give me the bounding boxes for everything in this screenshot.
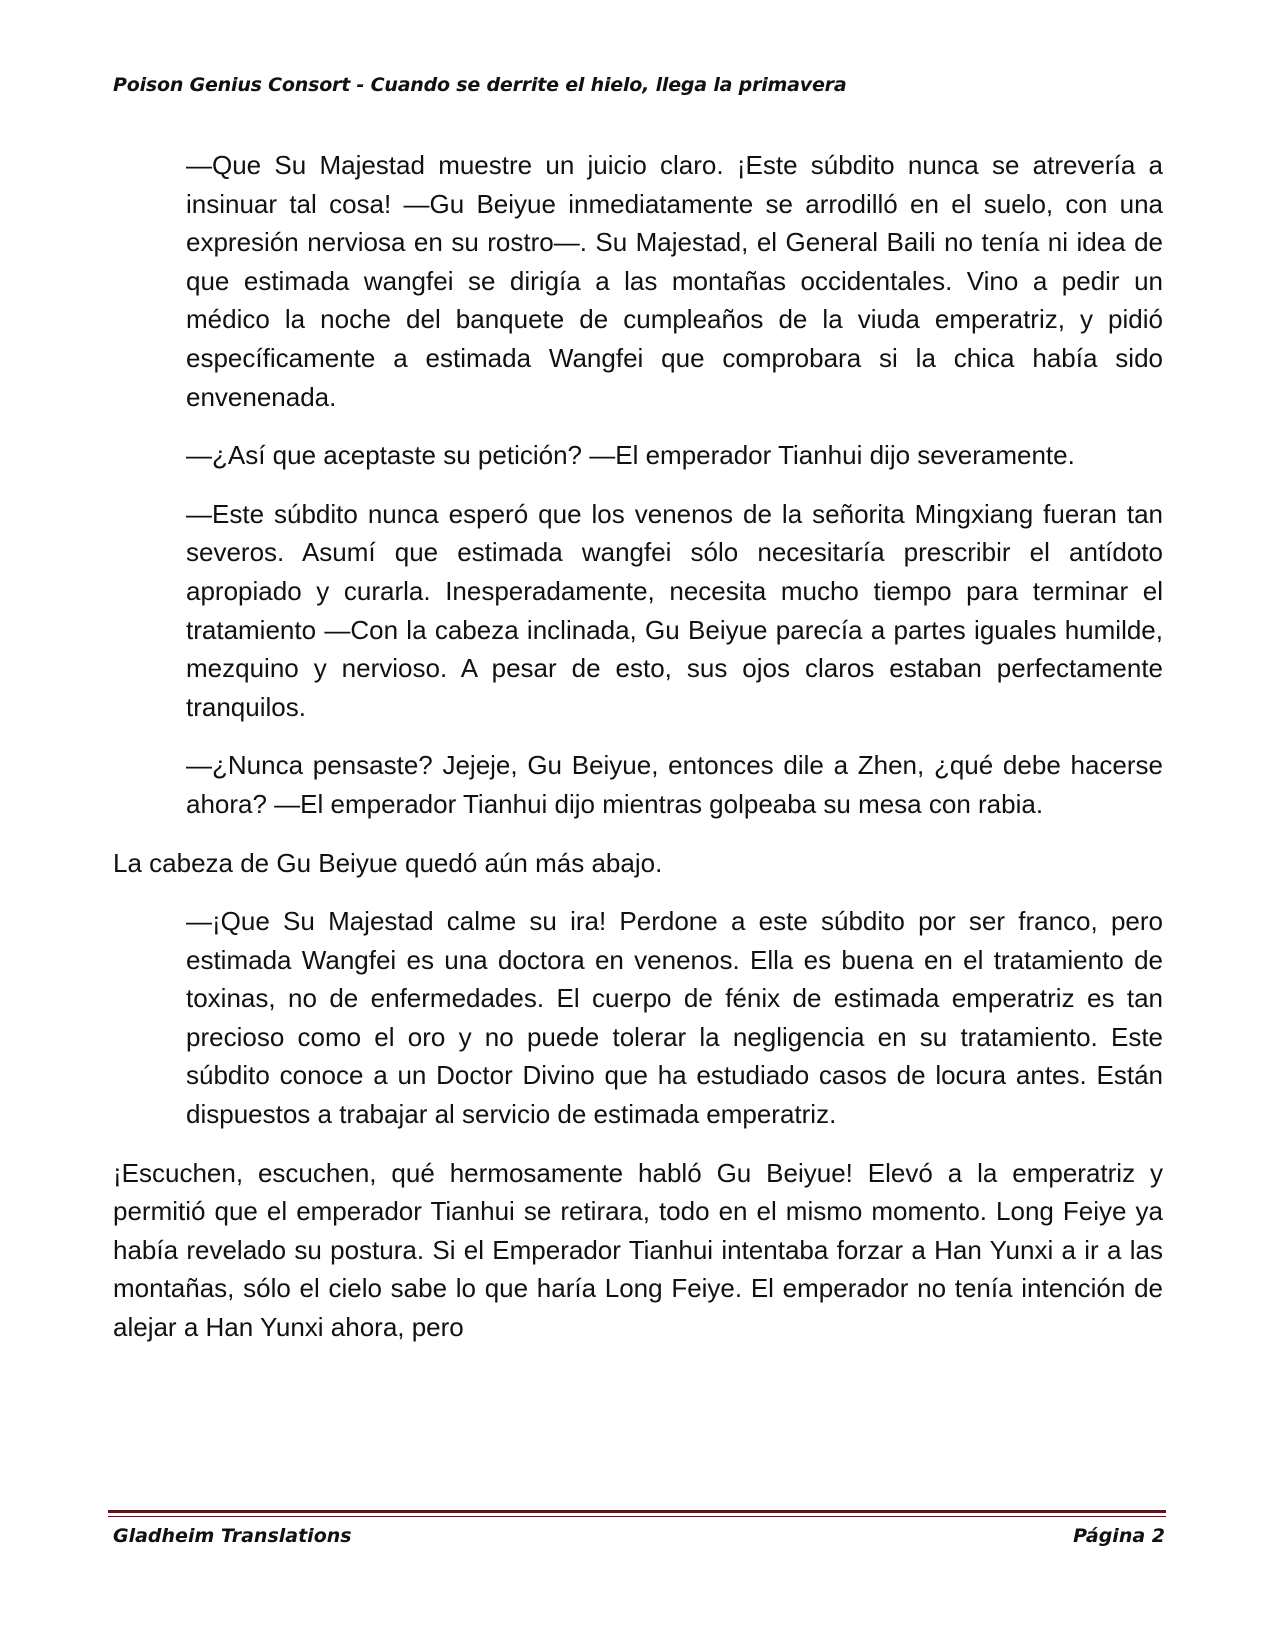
paragraph-dialogue: —Que Su Majestad muestre un juicio claro. ¡Este súbdito nunca se atrevería a insinuar tal cosa! —Gu Beiyue inmediatamente se arrodilló en el suelo, con una expresión nerviosa en su rostro—. Su Majestad, el General Baili no tenía ni idea de que estimada wangfei se dirigía a las montañas occidentales. Vino a pedir un médico la noche del banquete de cumpleaños de la viuda emperatriz, y pidió específicamente a estimada Wangfei que comprobara si la chica había sido envenenada. <box>186 150 1163 412</box>
paragraph-narration: ¡Escuchen, escuchen, qué hermosamente habló Gu Beiyue! Elevó a la emperatriz y permitió que el emperador Tianhui se retirara, todo en el mismo momento. Long Feiye ya había revelado su postura. Si el Emperador Tianhui intentaba forzar a Han Yunxi a ir a las montañas, sólo el cielo sabe lo que haría Long Feiye. El emperador no tenía intención de alejar a Han Yunxi ahora, pero <box>113 1157 1163 1343</box>
paragraph-narration: La cabeza de Gu Beiyue quedó aún más abajo. <box>113 847 663 878</box>
paragraph-dialogue: —¡Que Su Majestad calme su ira! Perdone a este súbdito por ser franco, pero estimada Wangfei es una doctora en venenos. Ella es buena en el tratamiento de toxinas, no de enfermedades. El cuerpo de fénix de estimada emperatriz es tan precioso como el oro y no puede tolerar la negligencia en su tratamiento. Este súbdito conoce a un Doctor Divino que ha estudiado casos de locura antes. Están dispuestos a trabajar al servicio de estimada emperatriz. <box>186 906 1163 1130</box>
page-header-title: Poison Genius Consort - Cuando se derrite el hielo, llega la primavera <box>113 74 847 96</box>
page-number: Página 2 <box>1073 1525 1165 1547</box>
document-body <box>113 146 1163 1367</box>
paragraph-dialogue: —Este súbdito nunca esperó que los venenos de la señorita Mingxiang fueran tan severos. Asumí que estimada wangfei sólo necesitaría prescribir el antídoto apropiado y curarla. Inesperadamente, necesita mucho tiempo para terminar el tratamiento —Con la cabeza inclinada, Gu Beiyue parecía a partes iguales humilde, mezquino y nervioso. A pesar de esto, sus ojos claros estaban perfectamente tranquilos. <box>186 498 1163 722</box>
paragraph-dialogue: —¿Así que aceptaste su petición? —El emperador Tianhui dijo severamente. <box>186 440 1075 471</box>
paragraph-dialogue: —¿Nunca pensaste? Jejeje, Gu Beiyue, entonces dile a Zhen, ¿qué debe hacerse ahora? —El emperador Tianhui dijo mientras golpeaba su mesa con rabia. <box>186 750 1163 819</box>
footer-divider-thin <box>108 1516 1166 1517</box>
footer-divider <box>108 1510 1166 1513</box>
footer-translator-credit: Gladheim Translations <box>113 1525 352 1547</box>
